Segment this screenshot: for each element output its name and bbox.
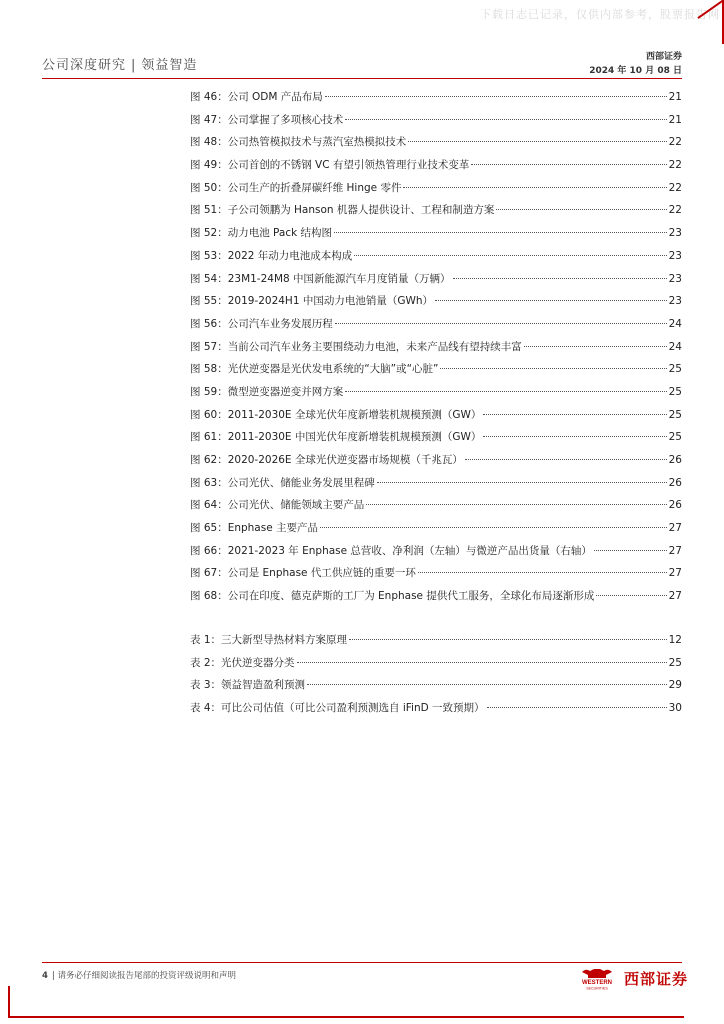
leader-dots <box>334 232 667 233</box>
footer-separator: | <box>51 971 55 981</box>
leader-dots <box>307 684 667 685</box>
toc-entry[interactable] <box>190 632 682 655</box>
entry-label: 图 67： <box>190 567 228 580</box>
entry-title: 2011-2030E 全球光伏年度新增装机规模预测（GW） <box>227 408 482 421</box>
toc-entry[interactable] <box>190 475 682 498</box>
bull-logo-icon <box>572 966 622 990</box>
leader-dots <box>377 482 667 483</box>
entry-page: 24 <box>668 340 682 353</box>
toc-entry[interactable] <box>190 677 682 700</box>
leader-dots <box>465 459 667 460</box>
leader-dots <box>594 550 667 551</box>
entry-title: 公司在印度、德克萨斯的工厂为 Enphase 提供代工服务，全球化布局逐渐形成 <box>227 590 595 603</box>
entry-page: 23 <box>668 249 682 262</box>
entry-label: 图 63： <box>190 476 228 489</box>
entry-title: 微型逆变器逆变并网方案 <box>227 385 344 398</box>
entry-label: 图 59： <box>190 385 228 398</box>
toc-entry[interactable] <box>190 134 682 157</box>
entry-page: 25 <box>668 363 682 376</box>
toc-entry[interactable] <box>190 655 682 678</box>
entry-title: 子公司领鹏为 Hanson 机器人提供设计、工程和制造方案 <box>227 204 495 217</box>
entry-title: 光伏逆变器分类 <box>221 656 295 669</box>
entry-label: 图 46： <box>190 91 228 103</box>
entry-label: 图 68： <box>190 590 228 603</box>
entry-page: 25 <box>668 431 682 444</box>
broker-logo <box>572 966 688 990</box>
toc-entry[interactable] <box>190 157 682 180</box>
footer-disclaimer <box>42 969 236 981</box>
company-name: 领益智造 <box>141 58 198 73</box>
leader-dots <box>487 707 667 708</box>
header-divider <box>42 78 682 79</box>
entry-label: 图 58： <box>190 363 228 376</box>
entry-title: 公司 ODM 产品布局 <box>227 91 323 103</box>
leader-dots <box>403 187 666 188</box>
leader-dots <box>440 368 666 369</box>
watermark-text: 下载日志已记录，仅供内部参考，股票报告网 <box>480 8 720 21</box>
toc-entry[interactable] <box>190 520 682 543</box>
table-list <box>190 632 682 723</box>
entry-page: 25 <box>668 385 682 398</box>
entry-page: 27 <box>668 522 682 535</box>
leader-dots <box>496 209 666 210</box>
toc-entry[interactable] <box>190 384 682 407</box>
entry-page: 27 <box>668 567 682 580</box>
leader-dots <box>325 96 667 97</box>
entry-label: 表 2： <box>190 656 222 669</box>
entry-page: 26 <box>668 476 682 489</box>
leader-dots <box>345 119 666 120</box>
entry-page: 22 <box>668 204 682 217</box>
entry-page: 29 <box>668 679 682 692</box>
leader-dots <box>345 391 666 392</box>
entry-label: 图 54： <box>190 272 228 285</box>
toc-entry[interactable] <box>190 112 682 135</box>
entry-label: 图 57： <box>190 340 228 353</box>
toc-entry[interactable] <box>190 248 682 271</box>
entry-title: 公司首创的不锈钢 VC 有望引领热管理行业技术变革 <box>227 159 470 172</box>
entry-title: 光伏逆变器是光伏发电系统的“大脑”或“心脏” <box>227 363 439 376</box>
report-date: 2024 年 10 月 08 日 <box>589 66 682 76</box>
corner-decoration-top-right <box>692 0 724 44</box>
figure-list <box>190 89 682 611</box>
logo-en-top: WESTERN <box>581 980 612 986</box>
entry-title: 2020-2026E 全球光伏逆变器市场规模（千兆瓦） <box>227 454 463 466</box>
entry-title: Enphase 主要产品 <box>227 522 319 535</box>
leader-dots <box>354 255 666 256</box>
entry-label: 图 55： <box>190 295 228 308</box>
toc-entry[interactable] <box>190 700 682 723</box>
entry-title: 动力电池 Pack 结构图 <box>227 227 333 240</box>
toc-entry[interactable] <box>190 293 682 316</box>
toc-entry[interactable] <box>190 429 682 452</box>
entry-page: 26 <box>668 499 682 512</box>
entry-page: 12 <box>668 634 682 646</box>
entry-page: 23 <box>668 295 682 308</box>
logo-cn-text: 西部证券 <box>623 969 688 988</box>
toc-entry[interactable] <box>190 565 682 588</box>
entry-label: 图 52： <box>190 227 228 240</box>
leader-dots <box>435 300 667 301</box>
entry-label: 图 65： <box>190 522 228 535</box>
leader-dots <box>297 662 667 663</box>
leader-dots <box>471 164 666 165</box>
entry-page: 24 <box>668 317 682 330</box>
entry-page: 22 <box>668 136 682 149</box>
entry-page: 22 <box>668 159 682 172</box>
entry-label: 图 62： <box>190 454 228 466</box>
toc-entry[interactable] <box>190 225 682 248</box>
entry-title: 三大新型导热材料方案原理 <box>221 634 348 646</box>
toc-entry[interactable] <box>190 452 682 475</box>
entry-title: 可比公司估值（可比公司盈利预测选自 iFinD 一致预期） <box>221 702 485 715</box>
leader-dots <box>596 595 666 596</box>
entry-label: 图 48： <box>190 136 228 149</box>
toc-entry[interactable] <box>190 180 682 203</box>
leader-dots <box>483 414 666 415</box>
header-separator: | <box>131 58 137 73</box>
entry-title: 公司光伏、储能领域主要产品 <box>227 499 365 512</box>
page-header-left <box>42 54 197 73</box>
leader-dots <box>349 639 667 640</box>
leader-dots <box>335 323 667 324</box>
toc-entry[interactable] <box>190 497 682 520</box>
entry-title: 2021-2023 年 Enphase 总营收、净利润（左轴）与微逆产品出货量（右轴） <box>227 544 592 557</box>
entry-page: 30 <box>668 702 682 715</box>
entry-title: 公司生产的折叠屏碳纤维 Hinge 零件 <box>227 181 402 194</box>
entry-label: 图 51： <box>190 204 228 217</box>
toc-entry[interactable] <box>190 588 682 611</box>
entry-label: 图 61： <box>190 431 228 444</box>
entry-title: 公司光伏、储能业务发展里程碑 <box>227 476 375 489</box>
entry-label: 图 56： <box>190 317 228 330</box>
toc-entry[interactable] <box>190 407 682 430</box>
entry-page: 21 <box>668 113 682 126</box>
entry-page: 26 <box>668 454 682 466</box>
bottom-border <box>30 1016 684 1018</box>
entry-title: 2011-2030E 中国光伏年度新增装机规模预测（GW） <box>227 431 482 444</box>
leader-dots <box>408 141 666 142</box>
entry-page: 27 <box>668 544 682 557</box>
entry-page: 25 <box>668 408 682 421</box>
entry-label: 图 53： <box>190 249 228 262</box>
entry-page: 25 <box>668 656 682 669</box>
entry-label: 图 64： <box>190 499 228 512</box>
entry-title: 公司是 Enphase 代工供应链的重要一环 <box>227 567 416 580</box>
entry-label: 图 66： <box>190 544 228 557</box>
entry-title: 23M1-24M8 中国新能源汽车月度销量（万辆） <box>227 272 451 285</box>
disclaimer-text: 请务必仔细阅读报告尾部的投资评级说明和声明 <box>57 971 237 981</box>
entry-page: 23 <box>668 272 682 285</box>
entry-title: 公司热管模拟技术与蒸汽室热模拟技术 <box>227 136 407 149</box>
entry-label: 图 60： <box>190 408 228 421</box>
entry-label: 图 50： <box>190 181 228 194</box>
leader-dots <box>418 572 667 573</box>
leader-dots <box>524 346 667 347</box>
toc-entry[interactable] <box>190 202 682 225</box>
corner-decoration-bottom-left <box>8 986 32 1018</box>
entry-title: 2019-2024H1 中国动力电池销量（GWh） <box>227 295 434 308</box>
toc-entry[interactable] <box>190 339 682 362</box>
toc-entry[interactable] <box>190 543 682 566</box>
entry-title: 2022 年动力电池成本构成 <box>227 249 353 262</box>
toc-entry[interactable] <box>190 89 682 112</box>
toc-entry[interactable] <box>190 361 682 384</box>
page-header-right <box>589 50 682 78</box>
logo-en-bottom: SECURITIES <box>586 986 608 990</box>
entry-label: 图 49： <box>190 159 228 172</box>
entry-page: 27 <box>668 590 682 603</box>
leader-dots <box>366 504 666 505</box>
toc-entry[interactable] <box>190 271 682 294</box>
footer-divider <box>42 962 682 963</box>
doc-type: 公司深度研究 <box>42 58 127 73</box>
entry-title: 公司掌握了多项核心技术 <box>227 113 344 126</box>
entry-title: 公司汽车业务发展历程 <box>227 317 333 330</box>
toc-entry[interactable] <box>190 316 682 339</box>
page-number: 4 <box>42 971 48 981</box>
entry-page: 23 <box>668 227 682 240</box>
leader-dots <box>483 436 666 437</box>
entry-label: 图 47： <box>190 113 228 126</box>
entry-title: 当前公司汽车业务主要围绕动力电池，未来产品线有望持续丰富 <box>227 340 522 353</box>
broker-name: 西部证券 <box>645 52 682 62</box>
leader-dots <box>453 278 667 279</box>
entry-page: 21 <box>668 91 682 103</box>
leader-dots <box>320 527 667 528</box>
entry-page: 22 <box>668 181 682 194</box>
entry-label: 表 3： <box>190 679 222 692</box>
entry-label: 表 4： <box>190 702 222 715</box>
entry-label: 表 1： <box>190 634 222 646</box>
entry-title: 领益智造盈利预测 <box>221 679 306 692</box>
